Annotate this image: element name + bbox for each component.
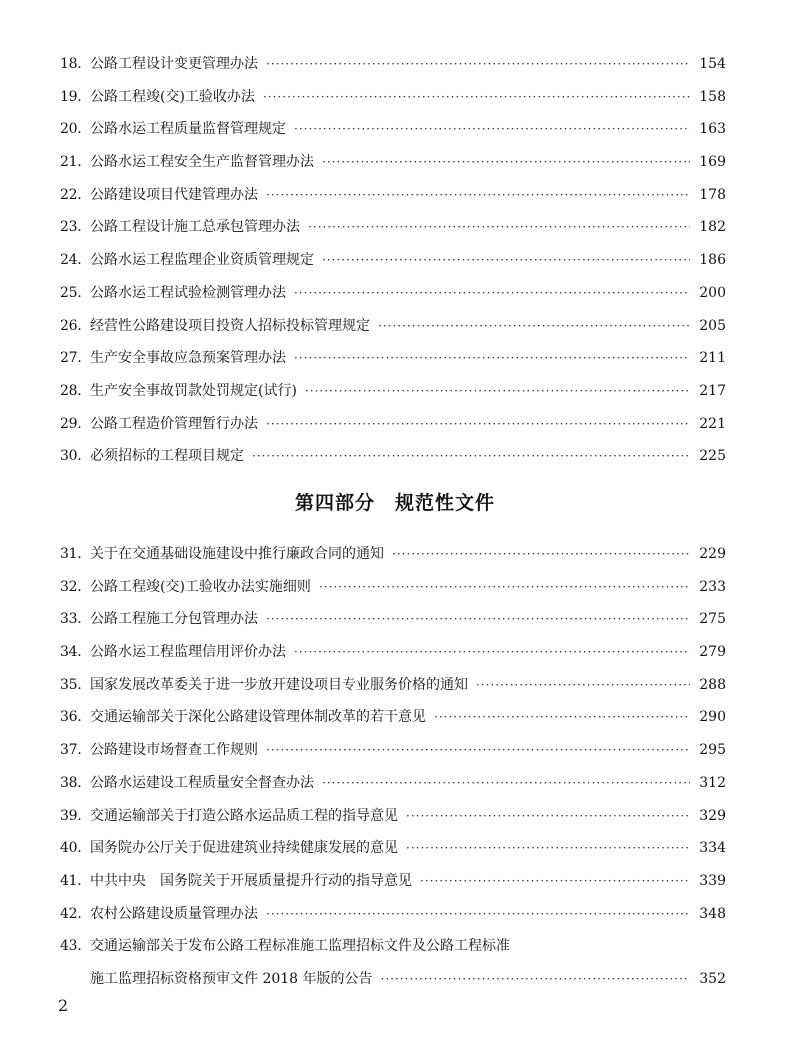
- toc-entry-title: 公路工程设计施工总承包管理办法: [90, 219, 300, 236]
- toc-entry[interactable]: [60, 146, 726, 179]
- toc-entry-page: 329: [699, 807, 726, 824]
- toc-entry-number: 20.: [60, 121, 82, 138]
- toc-entry-title: 公路水运工程安全生产监督管理办法: [90, 154, 314, 171]
- toc-entry-title: 必须招标的工程项目规定: [90, 448, 244, 465]
- toc-entry-page: 158: [699, 88, 726, 105]
- toc-entry-number: 32.: [60, 578, 82, 595]
- toc-entry[interactable]: [60, 179, 726, 212]
- toc-entry[interactable]: [60, 669, 726, 702]
- dot-leader: [252, 440, 690, 473]
- page-number: 2: [58, 996, 69, 1015]
- dot-leader: [406, 832, 690, 865]
- toc-entry-title: 交通运输部关于打造公路水运品质工程的指导意见: [90, 807, 398, 824]
- toc-entry-page: 352: [699, 970, 726, 987]
- toc-entry-page: 154: [699, 56, 726, 72]
- toc-entry-number: 22.: [60, 186, 82, 203]
- toc-entry[interactable]: [60, 342, 726, 375]
- dot-leader: [266, 734, 690, 767]
- toc-entry-page: 221: [699, 415, 726, 432]
- toc-entry-number: 24.: [60, 252, 82, 269]
- toc-entry-number: 39.: [60, 807, 82, 824]
- toc-entry-title: 国家发展改革委关于进一步放开建设项目专业服务价格的通知: [90, 676, 468, 693]
- dot-leader: [322, 146, 690, 179]
- toc-entry[interactable]: [60, 898, 726, 931]
- toc-entry-page: 211: [699, 350, 726, 367]
- toc-entry[interactable]: [60, 701, 726, 734]
- toc-entry-page: 169: [699, 154, 726, 171]
- toc-entry[interactable]: [60, 375, 726, 408]
- toc-entry[interactable]: [60, 832, 726, 865]
- toc-entry[interactable]: [60, 48, 726, 81]
- toc-entry-multiline[interactable]: [60, 930, 726, 963]
- dot-leader: [476, 669, 690, 702]
- toc-entry-title: 公路工程施工分包管理办法: [90, 611, 258, 628]
- toc-entry-page: 178: [699, 186, 726, 203]
- dot-leader: [294, 113, 690, 146]
- toc-entry-number: 21.: [60, 154, 82, 171]
- toc-entry[interactable]: [60, 113, 726, 146]
- toc-entry-number: 29.: [60, 415, 82, 432]
- toc-entry-page: 233: [699, 578, 726, 595]
- toc-entry[interactable]: [60, 538, 726, 571]
- toc-entry-number: 35.: [60, 676, 82, 693]
- toc-entry-page: 295: [699, 742, 726, 759]
- dot-leader: [263, 81, 690, 114]
- toc-entry-number: 26.: [60, 317, 82, 334]
- toc-entry-title: 经营性公路建设项目投资人招标投标管理规定: [90, 317, 370, 334]
- toc-entry-page: 279: [699, 644, 726, 661]
- toc-entry-title: 生产安全事故应急预案管理办法: [90, 350, 286, 367]
- toc-entry[interactable]: [60, 865, 726, 898]
- toc-entry-number: 42.: [60, 905, 82, 922]
- toc-entry-number: 40.: [60, 840, 82, 857]
- toc-entry-title: 国务院办公厅关于促进建筑业持续健康发展的意见: [90, 840, 398, 857]
- toc-entry-title: 公路水运建设工程质量安全督查办法: [90, 774, 314, 791]
- toc-list-part-b: [60, 538, 726, 996]
- toc-entry-title: 公路建设市场督查工作规则: [90, 742, 258, 759]
- toc-entry-page: 334: [699, 840, 726, 857]
- toc-entry-number: 43.: [60, 938, 82, 955]
- toc-entry-title: 公路水运工程监理信用评价办法: [90, 644, 286, 661]
- toc-entry-page: 182: [699, 219, 726, 236]
- toc-entry-page: 200: [699, 284, 726, 301]
- toc-entry-title: 公路工程竣(交)工验收办法实施细则: [90, 578, 311, 595]
- toc-entry[interactable]: [60, 81, 726, 114]
- dot-leader: [266, 179, 690, 212]
- dot-leader: [420, 865, 690, 898]
- toc-entry-title: 公路水运工程质量监督管理规定: [90, 121, 286, 138]
- toc-entry-page: 288: [699, 676, 726, 693]
- dot-leader: [266, 603, 690, 636]
- section-heading: 第四部分 规范性文件: [294, 492, 495, 514]
- toc-entry-number: 25.: [60, 284, 82, 301]
- toc-entry-page: 312: [699, 774, 726, 791]
- toc-entry-title: 公路工程造价管理暂行办法: [90, 415, 258, 432]
- toc-entry-number: 28.: [60, 382, 82, 399]
- toc-entry-page: 225: [699, 448, 726, 465]
- toc-entry-number: 19.: [60, 88, 82, 105]
- toc-entry-title: 交通运输部关于发布公路工程标准施工监理招标文件及公路工程标准: [90, 938, 510, 955]
- dot-leader: [266, 408, 690, 441]
- toc-entry-number: 18.: [60, 56, 82, 72]
- dot-leader: [406, 800, 690, 833]
- toc-entry[interactable]: [60, 277, 726, 310]
- toc-entry-title: 公路工程设计变更管理办法: [90, 56, 258, 72]
- dot-leader: [434, 701, 690, 734]
- toc-entry-page: 186: [699, 252, 726, 269]
- dot-leader: [392, 538, 690, 571]
- toc-entry[interactable]: [60, 603, 726, 636]
- dot-leader: [305, 375, 690, 408]
- toc-entry-page: 275: [699, 611, 726, 628]
- dot-leader: [266, 898, 690, 931]
- toc-entry-number: 23.: [60, 219, 82, 236]
- toc-entry-title-continued: 施工监理招标资格预审文件 2018 年版的公告: [90, 970, 373, 987]
- dot-leader: [308, 211, 690, 244]
- toc-entry-title: 公路工程竣(交)工验收办法: [90, 88, 255, 105]
- toc-entry-title: 关于在交通基础设施建设中推行廉政合同的通知: [90, 546, 384, 562]
- toc-entry[interactable]: [60, 244, 726, 277]
- toc-entry-title: 中共中央 国务院关于开展质量提升行动的指导意见: [90, 872, 412, 889]
- toc-entry[interactable]: [60, 734, 726, 767]
- dot-leader: [294, 636, 690, 669]
- toc-entry-continuation[interactable]: [60, 963, 726, 996]
- toc-entry-number: 34.: [60, 644, 82, 661]
- dot-leader: [294, 342, 690, 375]
- toc-entry-number: 38.: [60, 774, 82, 791]
- toc-entry-number: 27.: [60, 350, 82, 367]
- toc-entry[interactable]: [60, 310, 726, 343]
- toc-entry-title: 公路水运工程试验检测管理办法: [90, 284, 286, 301]
- toc-entry-page: 348: [699, 905, 726, 922]
- toc-entry-number: 36.: [60, 709, 82, 726]
- toc-entry-page: 339: [699, 872, 726, 889]
- toc-entry-page: 229: [699, 546, 726, 562]
- toc-entry-title: 生产安全事故罚款处罚规定(试行): [90, 382, 297, 399]
- toc-entry[interactable]: [60, 767, 726, 800]
- toc-list-part-a: [60, 48, 726, 473]
- dot-leader: [378, 310, 690, 343]
- toc-entry[interactable]: [60, 800, 726, 833]
- toc-entry-title: 交通运输部关于深化公路建设管理体制改革的若干意见: [90, 709, 426, 726]
- toc-entry[interactable]: [60, 636, 726, 669]
- toc-entry-number: 37.: [60, 742, 82, 759]
- toc-entry[interactable]: [60, 440, 726, 473]
- toc-entry-number: 31.: [60, 546, 82, 562]
- toc-entry-page: 163: [699, 121, 726, 138]
- toc-entry-page: 217: [699, 382, 726, 399]
- dot-leader: [322, 244, 690, 277]
- toc-entry-number: 30.: [60, 448, 82, 465]
- toc-entry[interactable]: [60, 408, 726, 441]
- dot-leader: [266, 48, 690, 81]
- toc-entry-page: 290: [699, 709, 726, 726]
- dot-leader: [381, 963, 690, 996]
- toc-entry-page: 205: [699, 317, 726, 334]
- toc-entry-number: 41.: [60, 872, 82, 889]
- dot-leader: [294, 277, 690, 310]
- toc-entry-title: 公路建设项目代建管理办法: [90, 186, 258, 203]
- toc-entry-title: 农村公路建设质量管理办法: [90, 905, 258, 922]
- toc-entry-title: 公路水运工程监理企业资质管理规定: [90, 252, 314, 269]
- toc-entry[interactable]: [60, 211, 726, 244]
- dot-leader: [319, 571, 690, 604]
- toc-entry[interactable]: [60, 571, 726, 604]
- dot-leader: [322, 767, 690, 800]
- toc-entry-number: 33.: [60, 611, 82, 628]
